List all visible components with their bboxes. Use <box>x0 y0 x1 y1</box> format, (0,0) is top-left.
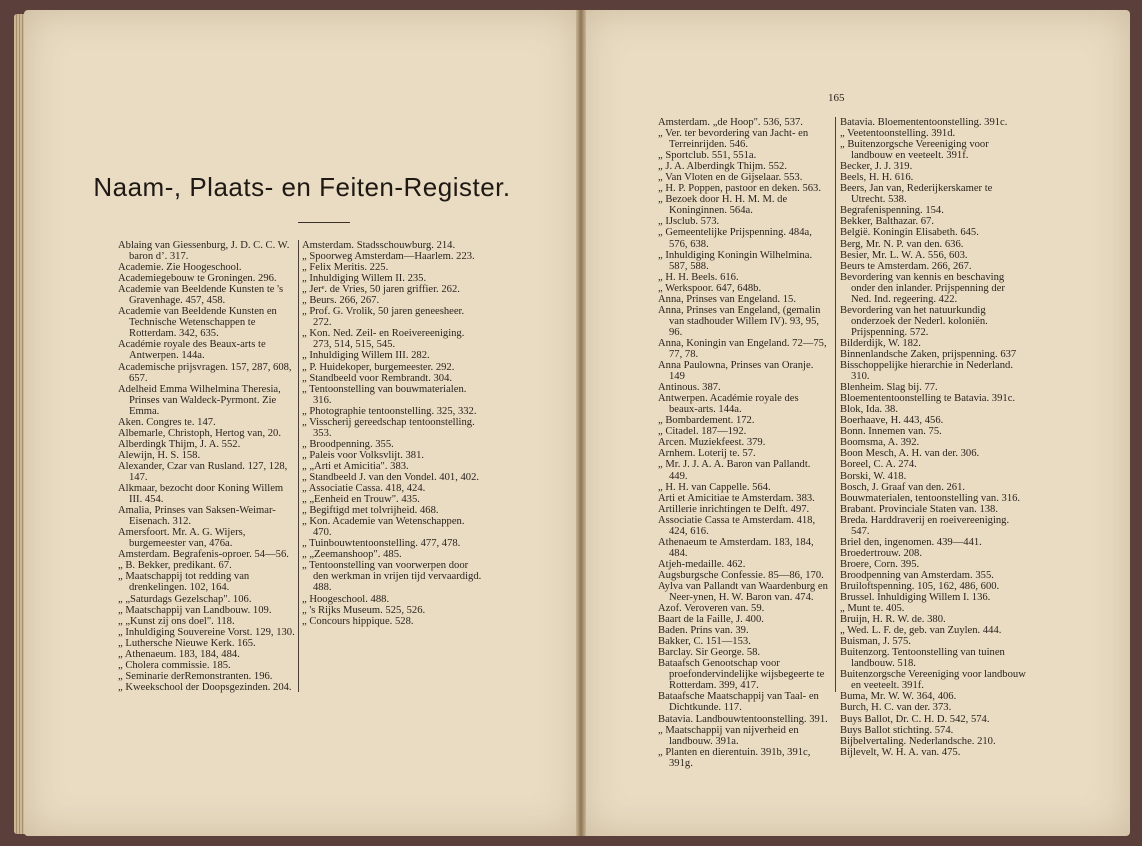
index-entry: Breda. Harddraverij en roeivereeniging. 547. <box>840 514 1010 537</box>
index-entry: „ Photographie tentoonstelling. 325, 332. <box>302 405 477 417</box>
index-entry: „ Hoogeschool. 488. <box>302 593 390 605</box>
index-entry: Barclay. Sir George. 58. <box>658 647 761 659</box>
index-entry: Bataafsche Maatschappij van Taal- en Dichtkunde. 117. <box>658 691 819 714</box>
index-entry: Buys Ballot, Dr. C. H. D. 542, 574. <box>840 713 990 725</box>
index-entry: „ Felix Meritis. 225. <box>302 262 389 274</box>
index-entry: Alberdingk Thijm, J. A. 552. <box>118 438 241 450</box>
index-entry: Bijlevelt, W. H. A. van. 475. <box>840 746 961 758</box>
index-entry: Bevordering van het natuurkundig onderzoek der Nederl. koloniën. Prijspenning. 572. <box>840 304 988 338</box>
index-entry: Boreel, C. A. 274. <box>840 459 917 471</box>
index-entry: „ IJsclub. 573. <box>658 216 720 228</box>
index-entry: Amalia, Prinses van Saksen-Weimar-Eisenach. 312. <box>118 505 276 528</box>
index-entry: „ Luthersche Nieuwe Kerk. 165. <box>118 637 256 649</box>
index-entry: „ Buitenzorgsche Vereeniging voor landbouw en veeteelt. 391f. <box>840 139 989 162</box>
index-entry: Alewijn, H. S. 158. <box>118 449 201 461</box>
index-entry: Buma, Mr. W. W. 364, 406. <box>840 691 957 703</box>
index-entry: Besier, Mr. L. W. A. 556, 603. <box>840 249 968 261</box>
index-entry: Atjeh-medaille. 462. <box>658 558 746 570</box>
index-entry: „ Gemeentelijke Prijspenning. 484a, 576, 638. <box>658 227 812 250</box>
index-entry: Academiegebouw te Groningen. 296. <box>118 273 277 285</box>
index-entry: „ Van Vloten en de Gijselaar. 553. <box>658 172 803 184</box>
index-entry: Buitenzorgsche Vereeniging voor landbouw en veeteelt. 391f. <box>840 669 1026 692</box>
index-column-2 <box>302 240 482 627</box>
index-entry: „ Sportclub. 551, 551a. <box>658 150 757 162</box>
index-entry: „ Tentoonstelling van bouwmaterialen. 316. <box>302 383 467 406</box>
index-entry: Bijbelvertaling. Nederlandsche. 210. <box>840 735 996 747</box>
index-entry: Academie. Zie Hoogeschool. <box>118 262 242 274</box>
index-entry: Brabant. Provinciale Staten van. 138. <box>840 503 998 515</box>
index-entry: Amersfoort. Mr. A. G. Wijers, burgemeester van, 476a. <box>118 527 246 550</box>
index-entry: „ Seminarie derRemonstranten. 196. <box>118 670 273 682</box>
index-entry: „ Inhuldiging Koningin Wilhelmina. 587, 588. <box>658 249 813 272</box>
index-entry: „ P. Huidekoper, burgemeester. 292. <box>302 361 455 373</box>
index-entry: Aylva van Pallandt van Waardenburg en Neer-ynen, H. W. Baron van. 474. <box>658 580 828 604</box>
index-entry: „ Standbeeld J. van den Vondel. 401, 402. <box>302 471 480 483</box>
index-entry: Alkmaar, bezocht door Koning Willem III. 454. <box>118 483 284 506</box>
index-entry: Bonn. Innemen van. 75. <box>840 426 942 438</box>
index-entry: Artillerie inrichtingen te Delft. 497. <box>658 503 810 515</box>
index-entry: „ Maatschappij van Landbouw. 109. <box>118 604 272 616</box>
index-entry: Augsburgsche Confessie. 85—86, 170. <box>658 569 824 581</box>
index-entry: „ Beurs. 266, 267. <box>302 295 380 307</box>
index-entry: Ablaing van Giessenburg, J. D. C. C. W. baron dʼ. 317. <box>118 240 290 263</box>
index-entry: „ Broodpenning. 355. <box>302 438 394 450</box>
index-entry: Associatie Cassa te Amsterdam. 418, 424, 616. <box>658 514 816 537</box>
index-entry: Albemarle, Christoph, Hertog van, 20. <box>118 427 281 439</box>
index-entry: „ Standbeeld voor Rembrandt. 304. <box>302 372 453 384</box>
index-entry: „ Ver. ter bevordering van Jacht- en Terreinrijden. 546. <box>658 128 809 151</box>
index-entry: „ Jerᵉ. de Vries, 50 jaren griffier. 262. <box>302 284 460 296</box>
index-entry: Arnhem. Loterij te. 57. <box>658 448 756 460</box>
index-entry: „ Athenaeum. 183, 184, 484. <box>118 648 240 660</box>
index-entry: Beurs te Amsterdam. 266, 267. <box>840 260 972 272</box>
index-entry: Antinous. 387. <box>658 382 721 394</box>
index-entry: Athenaeum te Amsterdam. 183, 184, 484. <box>658 536 814 559</box>
index-column-4 <box>840 117 1026 758</box>
index-entry: België. Koningin Elisabeth. 645. <box>840 227 979 239</box>
index-entry: „ J. A. Alberdingk Thijm. 552. <box>658 161 787 173</box>
index-entry: Bosch, J. Graaf van den. 261. <box>840 481 966 493</box>
index-entry: Beers, Jan van, Rederijkerskamer te Utrecht. 538. <box>840 183 993 206</box>
index-entry: Buys Ballot stichting. 574. <box>840 724 954 736</box>
index-entry: „ Inhuldiging Souvereine Vorst. 129, 130. <box>118 626 295 638</box>
title-rule <box>298 222 350 223</box>
index-entry: Arti et Amicitiae te Amsterdam. 383. <box>658 492 815 504</box>
index-column-3 <box>658 117 828 769</box>
index-entry: „ H. H. van Cappelle. 564. <box>658 481 771 493</box>
register-title: Naam-, Plaats- en Feiten-Register. <box>93 172 511 202</box>
index-entry: „ „Eenheid en Trouw". 435. <box>302 494 420 506</box>
index-entry: Anna Paulowna, Prinses van Oranje. 149 <box>658 360 814 383</box>
index-entry: Antwerpen. Académie royale des beaux-arts. 144a. <box>658 393 799 416</box>
index-entry: „ H. H. Beels. 616. <box>658 271 739 283</box>
index-entry: Buitenzorg. Tentoonstelling van tuinen landbouw. 518. <box>840 647 1005 670</box>
index-entry: „ Tuinbouwtentoonstelling. 477, 478. <box>302 538 461 550</box>
index-entry: „ Inhuldiging Willem II. 235. <box>302 273 427 285</box>
index-entry: Arcen. Muziekfeest. 379. <box>658 437 766 449</box>
index-entry: Broere, Corn. 395. <box>840 558 920 570</box>
page-number: 165 <box>828 92 845 104</box>
index-entry: Broodpenning van Amsterdam. 355. <box>840 569 994 581</box>
index-entry: „ Spoorweg Amsterdam—Haarlem. 223. <box>302 251 475 263</box>
index-entry: „ Kon. Ned. Zeil- en Roeivereeniging. 273, 514, 515, 545. <box>302 328 465 351</box>
index-entry: Blok, Ida. 38. <box>840 404 898 416</box>
index-entry: „ Inhuldiging Willem III. 282. <box>302 350 430 362</box>
index-entry: Berg, Mr. N. P. van den. 636. <box>840 238 964 250</box>
index-entry: Bakker, C. 151—153. <box>658 636 751 648</box>
index-entry: Beels, H. H. 616. <box>840 172 914 184</box>
index-entry: Begrafenispenning. 154. <box>840 205 944 217</box>
index-entry: „ Kon. Academie van Wetenschappen. 470. <box>302 516 465 539</box>
index-entry: Anna, Prinses van Engeland, (gemalin van stadhouder Willem IV). 93, 95, 96. <box>658 304 821 338</box>
index-entry: „ Concours hippique. 528. <box>302 615 414 627</box>
index-entry: Academie van Beeldende Kunsten en Technische Wetenschappen te Rotterdam. 342, 635. <box>118 306 277 340</box>
index-entry: „ Mr. J. J. A. A. Baron van Pallandt. 449. <box>658 459 811 482</box>
index-entry: Briel den, ingenomen. 439—441. <box>840 536 982 548</box>
index-entry: „ Bezoek door H. H. M. M. de Koninginnen. 564a. <box>658 194 788 217</box>
index-entry: „ Maatschappij tot redding van drenkelingen. 102, 164. <box>118 571 250 594</box>
index-entry: Batavia. Landbouwtentoonstelling. 391. <box>658 713 828 725</box>
index-entry: Aken. Congres te. 147. <box>118 416 216 428</box>
index-entry: Bloemententoonstelling te Batavia. 391c. <box>840 393 1016 405</box>
index-entry: Blenheim. Slag bij. 77. <box>840 382 938 394</box>
index-entry: Anna, Prinses van Engeland. 15. <box>658 293 796 305</box>
index-entry: Bruiloftspenning. 105, 162, 486, 600. <box>840 580 1000 592</box>
index-entry: „ Begiftigd met tolvrijheid. 468. <box>302 505 439 517</box>
index-entry: „ Citadel. 187—192. <box>658 426 747 438</box>
index-entry: Adelheid Emma Wilhelmina Theresia, Prinses van Waldeck-Pyrmont. Zie Emma. <box>118 383 281 417</box>
index-entry: Binnenlandsche Zaken, prijspenning. 637 <box>840 348 1017 360</box>
index-entry: „ Werkspoor. 647, 648b. <box>658 282 762 294</box>
index-entry: „ Wed. L. F. de, geb. van Zuylen. 444. <box>840 625 1002 637</box>
index-entry: Bataafsch Genootschap voor proefondervindelijke wijsbegeerte te Rotterdam. 399, 417. <box>658 658 825 692</box>
index-entry: „ Kweekschool der Doopsgezinden. 204. <box>118 681 292 693</box>
index-entry: Académie royale des Beaux-arts te Antwerpen. 144a. <box>118 339 266 362</box>
index-entry: Boerhaave, H. 443, 456. <box>840 415 944 427</box>
column-divider <box>835 117 836 692</box>
index-entry: Borski, W. 418. <box>840 470 907 482</box>
index-entry: „ Cholera commissie. 185. <box>118 659 231 671</box>
index-entry: Alexander, Czar van Rusland. 127, 128, 147. <box>118 460 288 483</box>
index-entry: „ Visscherij gereedschap tentoonstelling. 353. <box>302 416 475 439</box>
index-entry: „ „Zeemanshoop". 485. <box>302 549 402 561</box>
index-entry: Bilderdijk, W. 182. <box>840 337 921 349</box>
index-entry: Boomsma, A. 392. <box>840 437 920 449</box>
index-entry: „ H. P. Poppen, pastoor en deken. 563. <box>658 183 822 195</box>
index-entry: „ „Arti et Amicitia". 383. <box>302 460 409 472</box>
index-entry: Bruijn, H. R. W. de. 380. <box>840 614 946 626</box>
index-entry: Bouwmaterialen, tentoonstelling van. 316. <box>840 492 1021 504</box>
index-entry: Becker, J. J. 319. <box>840 161 913 173</box>
index-entry: Amsterdam. „de Hoop". 536, 537. <box>658 117 803 128</box>
index-entry: „ Prof. G. Vrolik, 50 jaren geneesheer. 272. <box>302 306 465 329</box>
index-entry: Broedertrouw. 208. <box>840 547 922 559</box>
index-entry: „ Planten en dierentuin. 391b, 391c, 391g. <box>658 746 811 769</box>
index-column-1 <box>118 240 296 693</box>
column-divider <box>298 240 299 692</box>
index-entry: „ Veetentoonstelling. 391d. <box>840 128 956 140</box>
index-entry: Baden. Prins van. 39. <box>658 625 749 637</box>
index-entry: Burch, H. C. van der. 373. <box>840 702 952 714</box>
index-entry: Bisschoppelijke hierarchie in Nederland. 310. <box>840 360 1013 383</box>
index-entry: Bevordering van kennis en beschaving onder den inlander. Prijspenning der Ned. Ind. regeering. 422. <box>840 271 1005 305</box>
index-entry: Bekker, Balthazar. 67. <box>840 216 935 228</box>
index-entry: „ „Saturdags Gezelschap". 106. <box>118 593 252 605</box>
index-entry: Amsterdam. Begrafenis-oproer. 54—56. <box>118 549 289 561</box>
index-entry: „ Maatschappij van nijverheid en landbouw. 391a. <box>658 724 799 747</box>
book-gutter <box>576 10 586 836</box>
index-entry: „ Munt te. 405. <box>840 603 905 615</box>
index-entry: Buisman, J. 575. <box>840 636 911 648</box>
index-entry: Boon Mesch, A. H. van der. 306. <box>840 448 980 460</box>
index-entry: Batavia. Bloemententoonstelling. 391c. <box>840 117 1008 128</box>
index-entry: Amsterdam. Stadsschouwburg. 214. <box>302 240 456 251</box>
index-entry: „ Paleis voor Volksvlijt. 381. <box>302 449 425 461</box>
index-entry: Academische prijsvragen. 157, 287, 608, 657. <box>118 361 292 384</box>
index-entry: Anna, Koningin van Engeland. 72—75, 77, 78. <box>658 337 827 360</box>
index-entry: Academie van Beeldende Kunsten te 's Gravenhage. 457, 458. <box>118 284 284 307</box>
index-entry: Brussel. Inhuldiging Willem I. 136. <box>840 592 991 604</box>
index-entry: „ „Kunst zij ons doel". 118. <box>118 615 235 627</box>
index-entry: „ 's Rijks Museum. 525, 526. <box>302 604 426 616</box>
index-entry: „ Tentoonstelling van voorwerpen door den werkman in vrijen tijd vervaardigd. 488. <box>302 560 482 594</box>
index-entry: „ Associatie Cassa. 418, 424. <box>302 483 426 495</box>
index-entry: „ Bombardement. 172. <box>658 415 755 427</box>
index-entry: „ B. Bekker, predikant. 67. <box>118 560 232 572</box>
index-entry: Azof. Veroveren van. 59. <box>658 603 765 615</box>
index-entry: Baart de la Faille, J. 400. <box>658 614 764 626</box>
